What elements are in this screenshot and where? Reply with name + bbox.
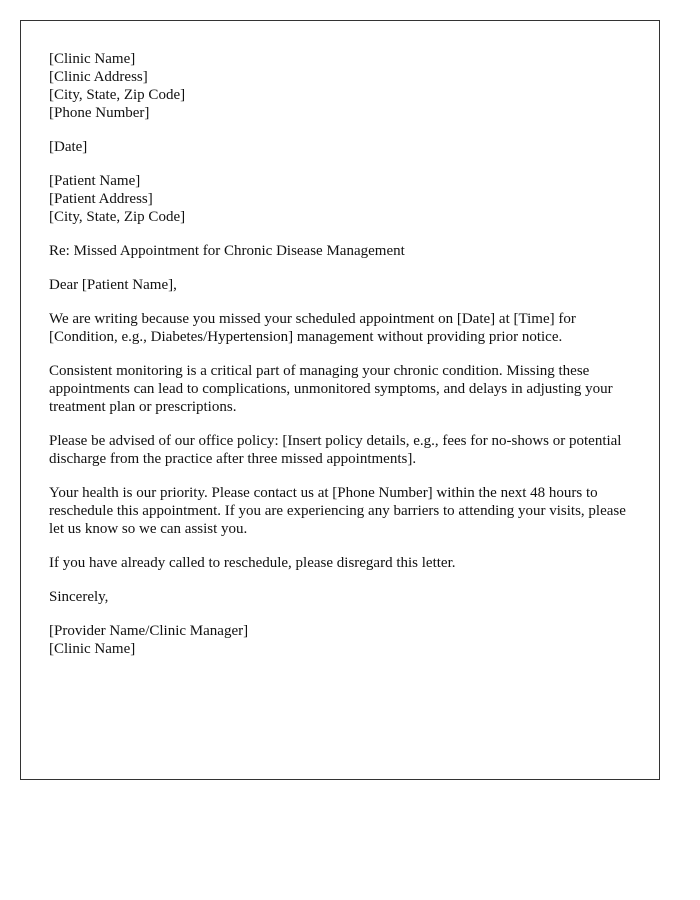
sender-address-block	[49, 50, 639, 122]
recipient-address-block	[49, 172, 639, 226]
letter-page	[20, 20, 660, 780]
body-paragraph-monitoring: Consistent monitoring is a critical part of managing your chronic condition. Missing these appointments can lead to complications, unmonitored symptoms, and delays in adjusting your treatment plan or prescriptions.	[49, 363, 613, 415]
letter-body	[49, 50, 639, 658]
recipient-patient-address: [Patient Address]	[49, 191, 153, 207]
signature-provider-name: [Provider Name/Clinic Manager]	[49, 623, 249, 639]
body-paragraph-missed-appointment: We are writing because you missed your scheduled appointment on [Date] at [Time] for [Condition, e.g., Diabetes/Hypertension] management without providing prior notice.	[49, 311, 576, 345]
recipient-city-state-zip: [City, State, Zip Code]	[49, 209, 186, 225]
subject-line: Re: Missed Appointment for Chronic Disease Management	[49, 243, 405, 259]
body-paragraph-contact-us: Your health is our priority. Please contact us at [Phone Number] within the next 48 hours to reschedule this appointment. If you are experiencing any barriers to attending your visits, please let us know so we can assist you.	[49, 485, 626, 537]
recipient-patient-name: [Patient Name]	[49, 173, 141, 189]
sender-city-state-zip: [City, State, Zip Code]	[49, 87, 186, 103]
body-paragraph-office-policy: Please be advised of our office policy: [Insert policy details, e.g., fees for no-shows or potential discharge from the practice after three missed appointments].	[49, 433, 622, 467]
salutation: Dear [Patient Name],	[49, 277, 177, 293]
date-block	[49, 138, 639, 156]
sender-phone-number: [Phone Number]	[49, 105, 150, 121]
signature-clinic-name: [Clinic Name]	[49, 641, 136, 657]
signature-block	[49, 622, 639, 658]
sender-clinic-address: [Clinic Address]	[49, 69, 148, 85]
letter-date: [Date]	[49, 139, 88, 155]
sender-clinic-name: [Clinic Name]	[49, 51, 136, 67]
body-paragraph-disregard: If you have already called to reschedule, please disregard this letter.	[49, 555, 456, 571]
closing: Sincerely,	[49, 589, 109, 605]
